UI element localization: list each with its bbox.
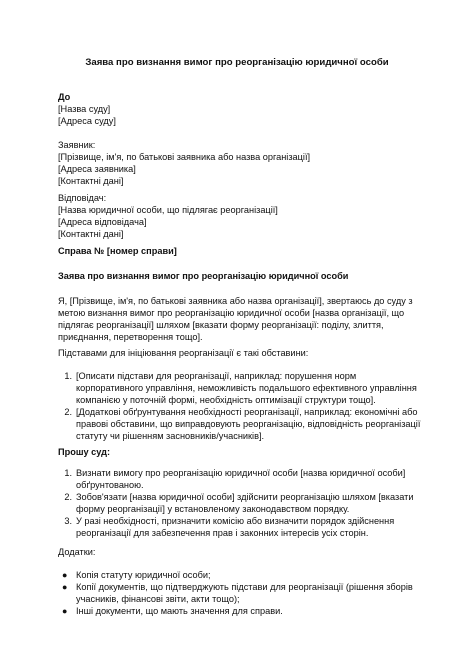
bullet-icon: ● [62, 582, 68, 592]
grounds-line: статуту чи рішенням засновників/учасників]. [76, 431, 265, 441]
to-label: До [58, 92, 71, 102]
applicant-block [58, 139, 418, 187]
attachment-item [62, 605, 416, 617]
case-number: Справа № [номер справи] [58, 246, 177, 256]
grounds-intro: Підставами для ініціювання реорганізації є такі обставини: [58, 348, 309, 358]
attachment-item [62, 569, 416, 581]
list-number: 2. [64, 407, 72, 417]
list-number: 1. [64, 468, 72, 478]
grounds-item [64, 406, 421, 442]
respondent-contacts: [Контактні дані] [58, 229, 124, 239]
applicant-contacts: [Контактні дані] [58, 176, 124, 186]
list-number: 3. [64, 516, 72, 526]
applicant-name: [Прізвище, ім'я, по батькові заявника або назва організації] [58, 152, 311, 162]
applicant-address: [Адреса заявника] [58, 164, 136, 174]
court-address: [Адреса суду] [58, 116, 116, 126]
statement-heading: Заява про визнання вимог про реорганізацію юридичної особи [58, 271, 349, 281]
respondent-label: Відповідач: [58, 193, 107, 203]
request-label: Прошу суд: [58, 447, 111, 457]
grounds-item [64, 370, 417, 406]
court-name: [Назва суду] [58, 104, 111, 114]
respondent-block [58, 192, 418, 240]
intro-line: приєднання, перетворення тощо]. [58, 332, 203, 342]
attachment-line: Копія статуту юридичної особи; [76, 570, 211, 580]
court-block [58, 91, 418, 127]
request-line: У разі необхідності, призначити комісію або визначити порядок здійснення [76, 516, 395, 526]
bullet-icon: ● [62, 606, 68, 616]
request-line: реорганізації для забезпечення прав і законних інтересів усіх сторін. [76, 528, 369, 538]
request-item [64, 515, 416, 539]
intro-line: Я, [Прізвище, ім'я, по батькові заявника або назва організації], звертаюсь до суду з [58, 296, 413, 306]
request-line: обґрунтованою. [76, 480, 144, 490]
bullet-icon: ● [62, 570, 68, 580]
request-item [64, 467, 416, 491]
grounds-line: [Описати підстави для реорганізації, наприклад: порушення норм [76, 371, 357, 381]
document-title: Заява про визнання вимог про реорганізацію юридичної особи [85, 57, 389, 68]
attachments-label: Додатки: [58, 547, 96, 557]
attachment-line: учасників, фінансові звіти, акти тощо); [76, 594, 240, 604]
grounds-line: корпоративного управління, неможливість подальшого ефективного управління [76, 383, 417, 393]
intro-line: метою визнання вимог про реорганізацію юридичної особи [назва організації, що [58, 308, 405, 318]
respondent-address: [Адреса відповідача] [58, 217, 147, 227]
grounds-line: компанією у поточній формі, необхідність оптимізації структури тощо]. [76, 395, 376, 405]
request-line: Визнати вимогу про реорганізацію юридичної особи [назва юридичної особи] [76, 468, 406, 478]
attachment-line: Копії документів, що підтверджують підстави для реорганізації (рішення зборів [76, 582, 413, 592]
request-line: Зобов'язати [назва юридичної особи] здійснити реорганізацію шляхом [вказати [76, 492, 414, 502]
request-line: форму реорганізації] у встановленому законодавством порядку. [76, 504, 350, 514]
grounds-line: правові обставини, що виправдовують реорганізацію, відповідність реорганізації [76, 419, 421, 429]
intro-line: підлягає реорганізації] шляхом [вказати форму реорганізації: поділу, злиття, [58, 320, 384, 330]
list-number: 2. [64, 492, 72, 502]
respondent-name: [Назва юридичної особи, що підлягає реорганізації] [58, 205, 278, 215]
applicant-label: Заявник: [58, 140, 96, 150]
list-number: 1. [64, 371, 72, 381]
request-item [64, 491, 416, 515]
intro-paragraph [58, 295, 416, 343]
grounds-line: [Додаткові обґрунтування необхідності реорганізації, наприклад: економічні або [76, 407, 418, 417]
attachment-item [62, 581, 416, 605]
attachment-line: Інші документи, що мають значення для справи. [76, 606, 283, 616]
